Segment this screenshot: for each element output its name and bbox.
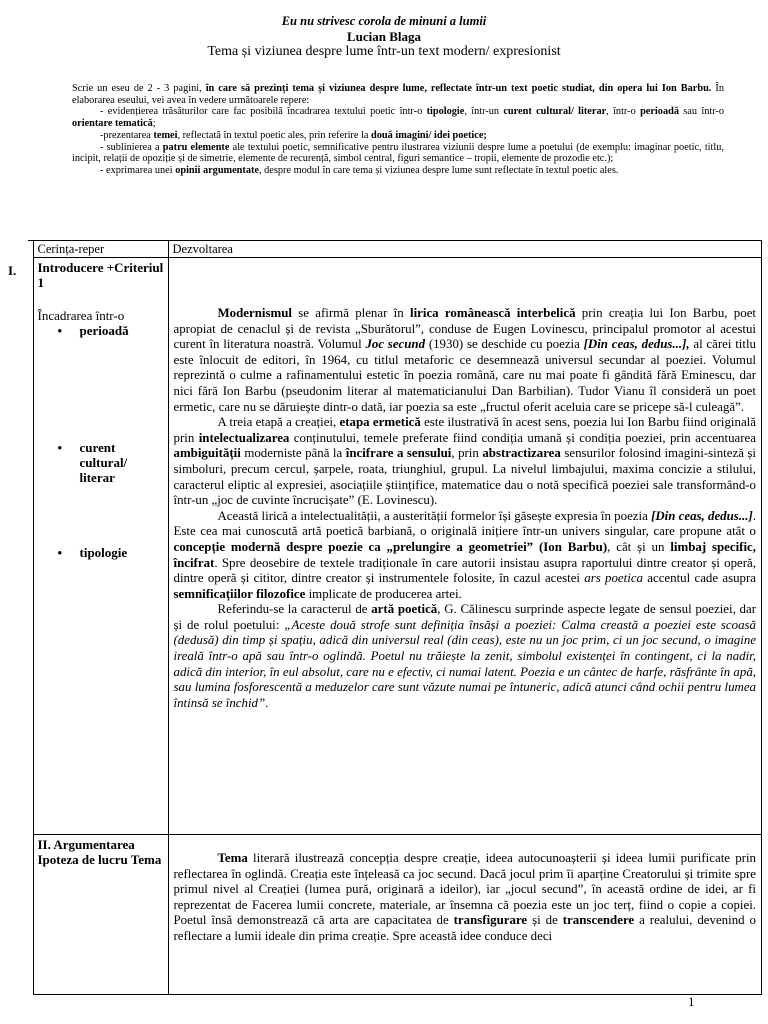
r1-text: - evidențierea trăsăturilor care fac posibilă încadrarea textului poetic într-o (100, 106, 427, 118)
paragraph-calinescu (174, 602, 757, 711)
p2-bold: intelectualizarea (198, 430, 290, 445)
document-header (0, 14, 768, 60)
p1-bold-italic: Joc secund (365, 337, 426, 352)
p3-bold: concepție modernă despre poezie ca „prelungire a geometriei” (Ion Barbu) (173, 539, 608, 554)
p2-text: sensurilor folosind imagini-sinteză și simboluri, precum cercul, șarpele, roata, triunghiul, grupul. La nivelul limbajului, maxima concizie a stilului, caracterul eliptic al expresiei, asociațiile științifice, matematice dau o notă specifică poeziei sale transformând-o într-un „joc de cuvinte încrucișate” (E. Lovinescu). (173, 446, 757, 508)
p1-text: (1930) se deschide cu poezia (425, 337, 584, 352)
r1-bold: perioadă (640, 106, 679, 118)
r1-text: , într-un (464, 106, 504, 118)
r3-bold: patru elemente (162, 141, 230, 153)
r2-bold: două imagini/ idei poetice; (371, 129, 487, 141)
p5-bold: transfigurare (453, 913, 528, 928)
requirement-cell (33, 835, 168, 995)
column-header-requirement: Cerința-reper (33, 241, 168, 258)
p3-bold: semnificațiilor filozofice (173, 586, 306, 601)
requirement-cell (33, 258, 168, 835)
table-row (28, 258, 762, 835)
development-cell (168, 835, 762, 995)
r1-bold: curent cultural/ literar (503, 106, 607, 118)
p5-bold: transcendere (562, 913, 635, 928)
document-subtitle: Tema și viziunea despre lume într-un text modern/ expresionist (207, 44, 561, 59)
paragraph-modernism (174, 306, 757, 415)
requirement-4 (72, 165, 724, 177)
p3-bold-italic: [Din ceas, dedus...] (651, 508, 753, 523)
classification-label: Încadrarea într-o (37, 308, 125, 323)
p1-bold: Modernismul (217, 306, 292, 320)
r1-text: , într-o (606, 106, 641, 118)
p4-quote: „Aceste două strofe sunt definiția însăși a poeziei: Calma creastă a poeziei este scoasă (dedusă) din timp și spațiu, adică din universul real (din ceas), este nu un joc prim, ci un joc secund, o imagine ireală într-o apă sau într-o oglindă. Poetul nu trăiește la zenit, simbolul existenței în contingent, ci la nadir, adică din interior, în eul absolut, care nu e efectiv, ci numai latent. Poezia e un cântec de harfe, răsfrânte în apă, sau lumina fosforescentă a meduzelor care sunt văzute numai pe întuneric, adică atunci când ochii pentru lumea întinsă se închid” (173, 617, 756, 710)
p2-text: , prin (451, 446, 483, 461)
list-item (58, 440, 164, 485)
instructions-intro (72, 83, 724, 106)
table-header-row (28, 241, 762, 258)
p3-text: accentul cade asupra (643, 571, 756, 586)
section-title: II. Argumentarea Ipoteza de lucru Tema (37, 837, 162, 867)
p2-bold: abstractizarea (482, 446, 561, 461)
p2-text: moderniste până la (240, 446, 346, 461)
bullet-icon: • (57, 545, 63, 560)
p4-bold: artă poetică (371, 602, 438, 617)
r1-text: ; (152, 118, 156, 130)
p3-italic: ars poetica (584, 571, 643, 586)
poem-title: Eu nu strivesc corola de minuni a lumii (281, 14, 487, 28)
p1-bold: lirica românească interbelică (409, 306, 576, 320)
paragraph-ars-poetica (174, 509, 757, 603)
p3-text: Această lirică a intelectualității, a austerității formelor își găsește expresia în poezia (217, 508, 652, 523)
r1-bold: orientare tematică (72, 118, 153, 130)
paragraph-hermetic-stage (174, 415, 757, 509)
roman-cell (8, 258, 33, 835)
page-number: 1 (688, 994, 695, 1009)
p5-text: a realului, devenind o reflectare a lumii ideale din prima creație. Spre această idee conduce deci (173, 913, 756, 943)
development-cell (168, 258, 762, 835)
p2-text: este ilustrativă în acest sens, poezia lui Ion Barbu fiind originală prin (173, 415, 756, 445)
p2-text: conținutului, temele preferate fiind condiția umană și condiția poeziei, prin accentuarea (289, 430, 756, 445)
bullet-icon: • (57, 440, 63, 455)
bullet-text: curent cultural/ literar (79, 440, 128, 485)
r3-text: ale textului poetic, semnificative pentru ilustrarea viziunii despre lume a poetului (de exemplu: imaginar poetic, titlu, incipit, relații de opoziție și de simetrie, elemente de recurență, simbol central, figuri semantice – tropii, elemente de prozodie etc.); (72, 141, 724, 165)
paragraph-theme (174, 851, 757, 945)
bullet-text: tipologie (79, 545, 128, 560)
p1-text: prin creația lui Ion Barbu, poet apropiat de cenaclul și de revista „Sburătorul”, conduse de Eugen Lovinescu, principalul promotor al acestui curent în literatura noastră. Volumul (173, 306, 756, 352)
r1-text: sau într-o (678, 106, 724, 118)
intro-bold: în care să prezinți tema și viziunea despre lume, reflectate într-un text poetic studiat, din opera lui Ion Barbu. (205, 83, 712, 94)
essay-table (8, 240, 762, 995)
p1-text: al cărei titlu este înlocuit de editori, în 1964, cu titlul metaforic ce desemnează universul secundar al poeziei. Volumul reprezintă o culme a rafinamentului estetic în poezia română, care nu mai poate fi gândită fără Eminescu, dar nici fără Ion Barbu (pseudonim literar al matematicianului Dan Barbilian). Tudor Vianu îl consideră un poet ermetic, care nu se dăruiește dintr-o dată, iar poezia sa este „fructul oferit aceluia care se pricepe să-l culeagă”. (173, 337, 756, 414)
section-number: I. (8, 262, 17, 278)
p4-text: , G. Călinescu surprinde aspecte legate de sensul poeziei, dar și de rolul poetului: (173, 602, 756, 632)
p2-bold: încifrare a sensului (345, 446, 452, 461)
author-name: Lucian Blaga (346, 29, 422, 44)
r2-bold: temei (153, 129, 178, 141)
r4-bold: opinii argumentate (175, 164, 259, 176)
p1-bold-italic: [Din ceas, dedus...], (583, 337, 690, 352)
requirement-3 (72, 142, 724, 165)
p2-text: A treia etapă a creației, (217, 415, 340, 430)
r2-text: , reflectată în textul poetic ales, prin referire la (177, 129, 372, 141)
p5-text: și de (527, 913, 563, 928)
requirement-2 (72, 130, 724, 142)
p3-bold: limbaj specific, încifrat (173, 539, 757, 570)
instructions (72, 83, 724, 177)
p3-text: . Este cea mai cunoscută artă poetică barbiană, o originală inițiere într-un univers singular, care propune atât o (173, 508, 756, 539)
p4-text: Referindu-se la caracterul de (217, 602, 372, 617)
p3-text: . Spre deosebire de textele tradiționale în care autorii insistau asupra raportului dintre creator și operă, dintre operă și cititor, dintre creator și instrumentele folosite, în cazul acestei (173, 555, 756, 586)
p5-bold: Tema (217, 851, 248, 865)
bullet-text: perioadă (79, 323, 129, 338)
intro-text-end: În elaborarea eseului, vei avea în vedere următoarele repere: (72, 83, 724, 106)
r2-text: -prezentarea (100, 129, 154, 141)
p3-text: implicate de producerea artei. (305, 586, 462, 601)
column-header-development: Dezvoltarea (168, 241, 762, 258)
table-row (28, 835, 762, 995)
list-item (58, 545, 164, 560)
p2-bold: etapa ermetică (339, 415, 421, 430)
r1-bold: tipologie (426, 106, 465, 118)
p1-text: se afirmă plenar în (291, 306, 410, 320)
p4-text: . (265, 695, 269, 710)
intro-text: Scrie un eseu de 2 - 3 pagini, (72, 83, 206, 94)
r4-text: , despre modul în care tema și viziunea despre lume sunt reflectate în textul poetic ales. (259, 164, 619, 176)
requirement-1 (72, 106, 724, 129)
p5-text: literară ilustrează concepția despre creație, ideea autocunoașterii și ideea lumii purificate prin reflectarea în oglindă. Creația este înțeleasă ca joc secund. Dacă jocul prim îi aparține Creatorului și trimite spre primul nivel al Creației (lumea pură, originară a ideilor), iar „jocul secund”, în această ordine de idei, ar fi reprezentat de Facerea lumii concrete, materiale, ar însemna că poezia este un joc terț, fiind o copie a copiei. Poetul însă demonstrează că arta are capacitatea de (173, 851, 756, 928)
p2-bold: ambiguității (173, 446, 241, 461)
list-item (58, 323, 164, 338)
p3-text: , cât și un (607, 539, 671, 554)
r3-text: - sublinierea a (100, 141, 163, 153)
bullet-icon: • (57, 323, 63, 338)
r4-text: - exprimarea unei (100, 164, 176, 176)
section-title: Introducere +Criteriul 1 (37, 260, 164, 290)
